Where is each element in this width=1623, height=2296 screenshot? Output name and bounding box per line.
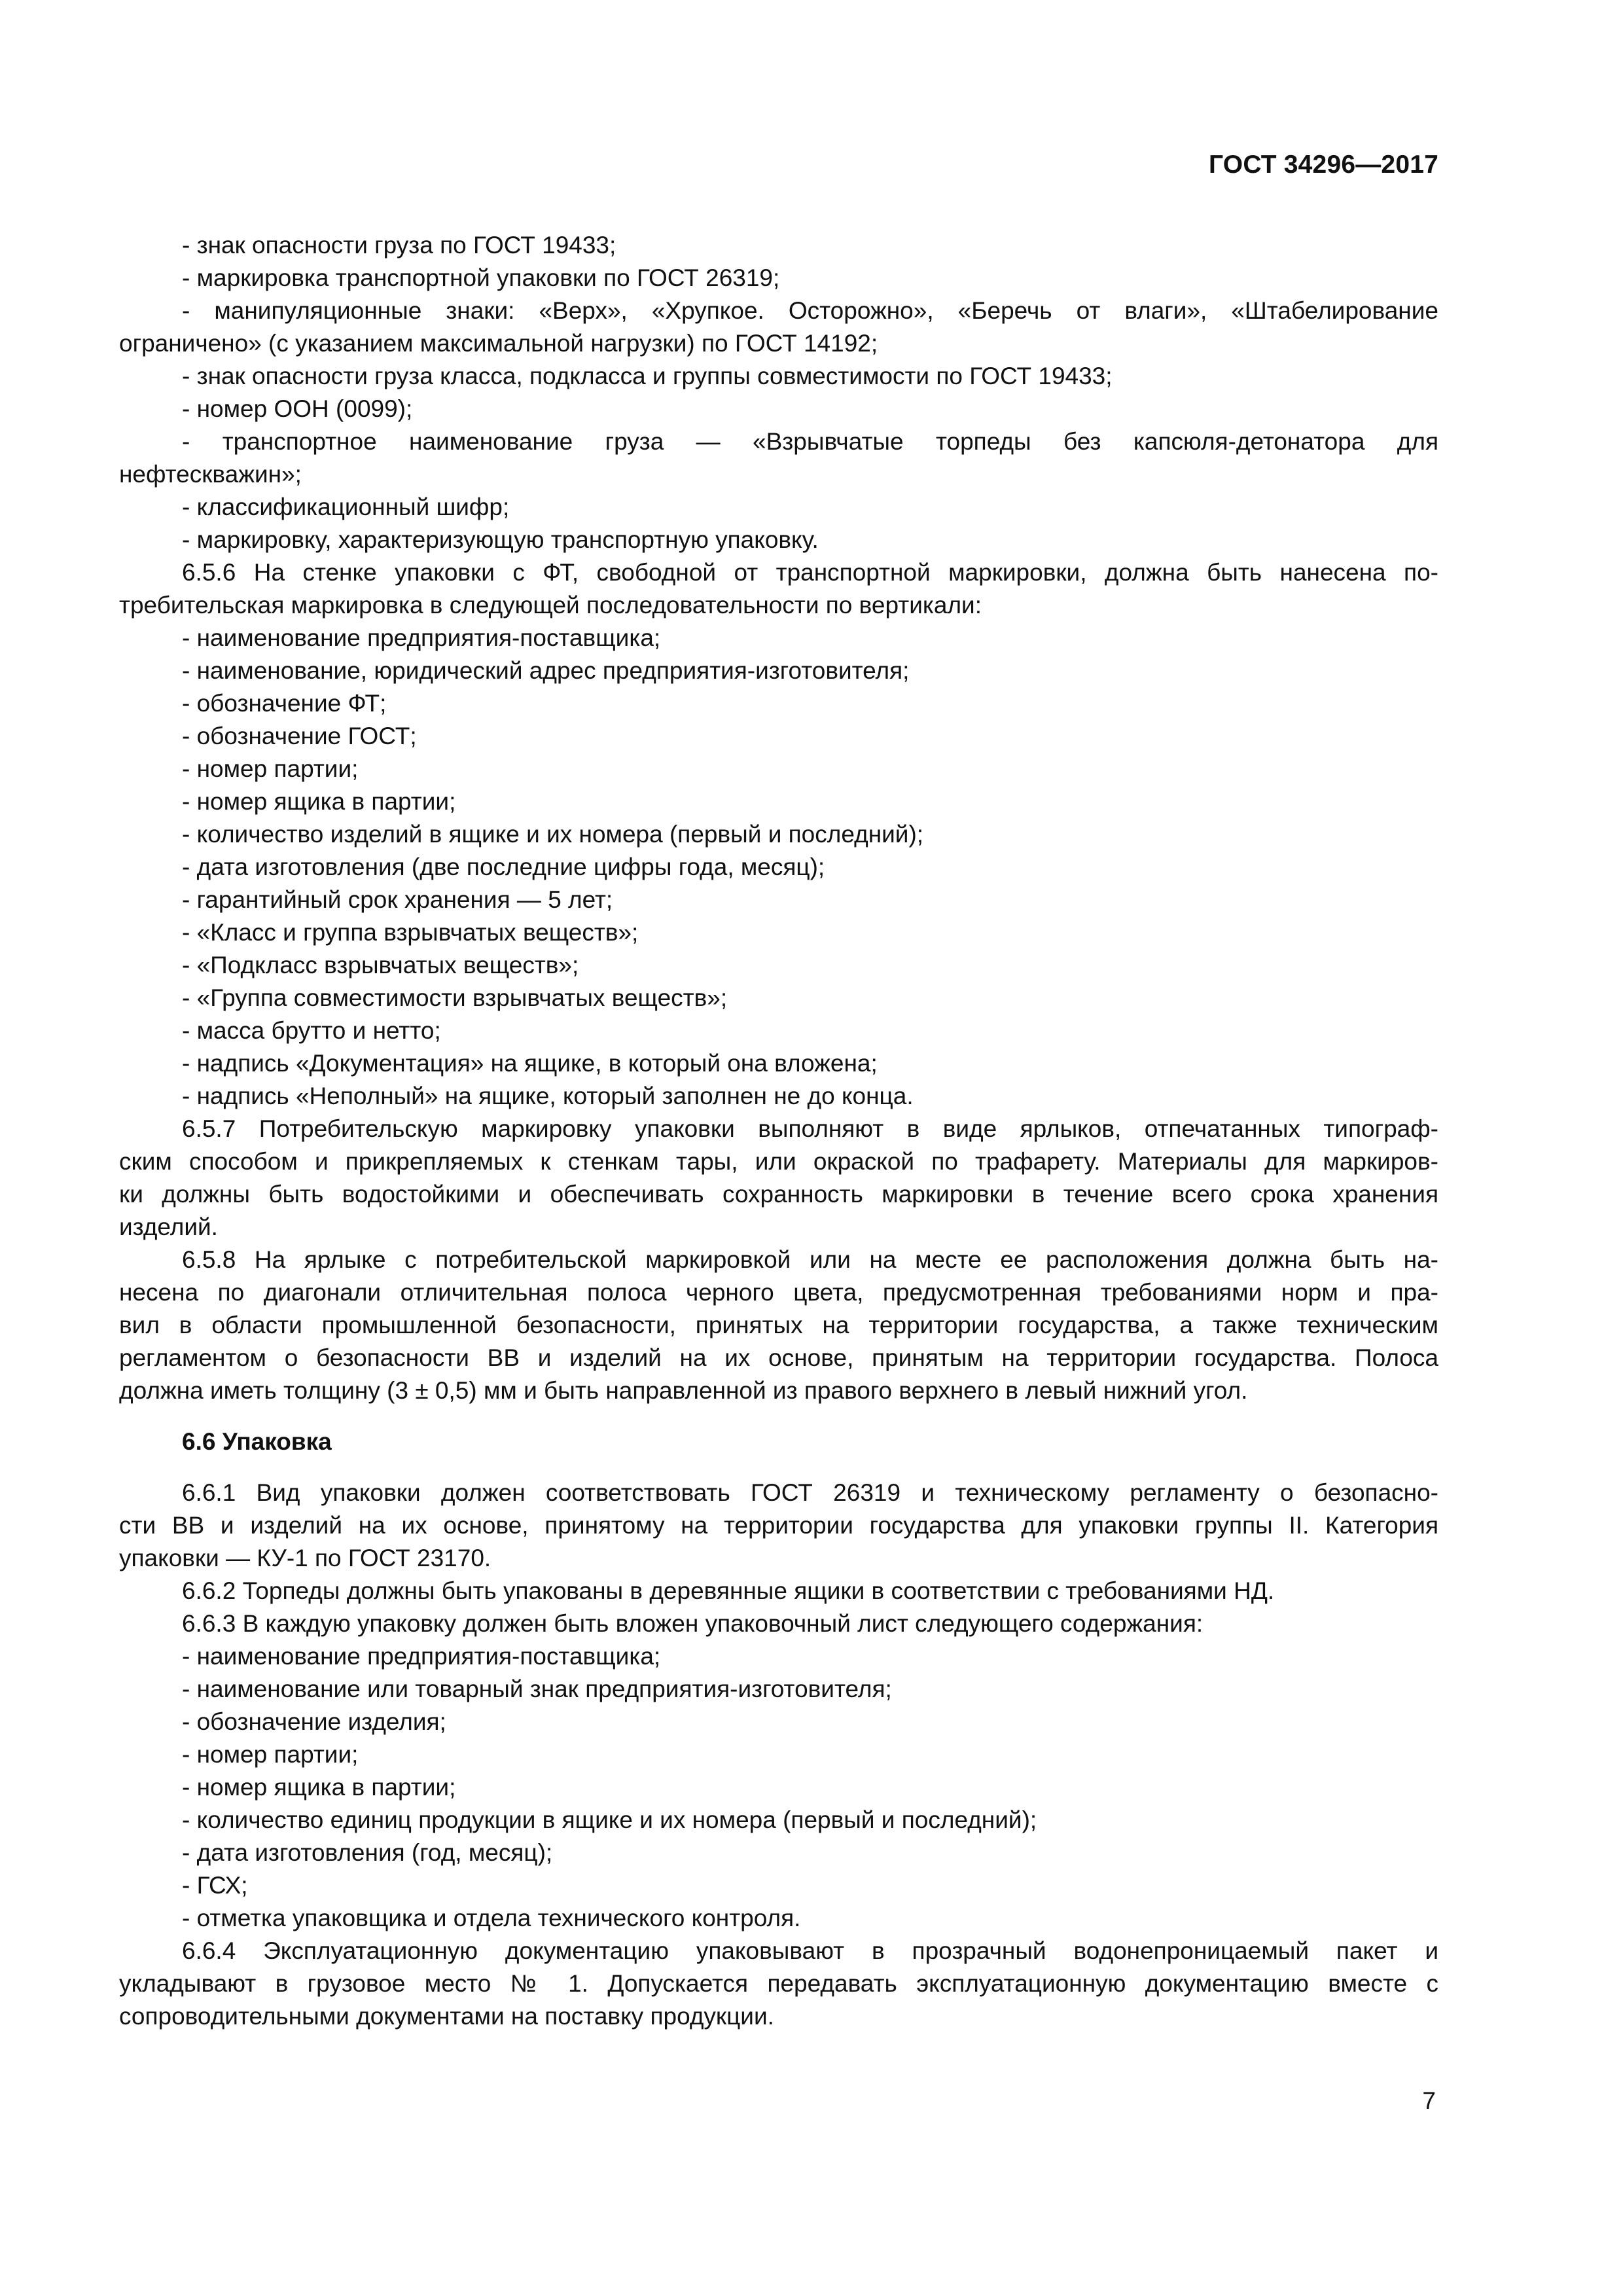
text-line: ки должны быть водостойкими и обеспечивать сохранность маркировки в течение всего срока хранения: [119, 1181, 1438, 1208]
text-line: 6.6.4 Эксплуатационную документацию упаковывают в прозрачный водонепроницаемый пакет и: [182, 1937, 1438, 1964]
text-line: - отметка упаковщика и отдела технического контроля.: [182, 1905, 801, 1931]
text-line: нефтескважин»;: [119, 461, 302, 488]
text-line: 6.6.1 Вид упаковки должен соответствовать ГОСТ 26319 и техническому регламенту о безопасно-: [182, 1479, 1438, 1506]
text-line: упаковки — КУ-1 по ГОСТ 23170.: [119, 1545, 491, 1571]
text-line: - классификационный шифр;: [182, 493, 510, 520]
text-line: - маркировка транспортной упаковки по ГОСТ 26319;: [182, 264, 780, 291]
text-line: 6.5.8 На ярлыке с потребительской маркировкой или на месте ее расположения должна быть на-: [182, 1246, 1438, 1273]
text-line: - номер ящика в партии;: [182, 788, 456, 815]
text-line: - дата изготовления (две последние цифры года, месяц);: [182, 853, 825, 880]
text-line: - номер ООН (0099);: [182, 395, 413, 422]
text-line: - надпись «Неполный» на ящике, который заполнен не до конца.: [182, 1083, 914, 1109]
section-heading: 6.6 Упаковка: [182, 1428, 332, 1455]
text-line: должна иметь толщину (3 ± 0,5) мм и быть направленной из правого верхнего в левый нижний угол.: [119, 1377, 1248, 1404]
text-line: - маркировку, характеризующую транспортную упаковку.: [182, 526, 819, 553]
text-line: - знак опасности груза класса, подкласса и группы совместимости по ГОСТ 19433;: [182, 363, 1113, 389]
document-body: [119, 229, 1438, 2033]
text-line: ограничено» (с указанием максимальной нагрузки) по ГОСТ 14192;: [119, 330, 878, 357]
text-line: - номер партии;: [182, 1741, 359, 1768]
text-line: 6.5.6 На стенке упаковки с ФТ, свободной от транспортной маркировки, должна быть нанесена по-: [182, 559, 1438, 586]
text-line: - обозначение изделия;: [182, 1708, 446, 1735]
text-line: - ГСХ;: [182, 1872, 248, 1899]
text-line: сопроводительными документами на поставку продукции.: [119, 2003, 774, 2030]
text-line: - количество единиц продукции в ящике и их номера (первый и последний);: [182, 1806, 1037, 1833]
text-line: 6.6.3 В каждую упаковку должен быть вложен упаковочный лист следующего содержания:: [182, 1610, 1204, 1637]
text-line: вил в области промышленной безопасности, принятых на территории государства, а также техническим: [119, 1312, 1438, 1338]
text-line: сти ВВ и изделий на их основе, принятому на территории государства для упаковки группы II. Категория: [119, 1512, 1438, 1539]
text-line: - надпись «Документация» на ящике, в который она вложена;: [182, 1050, 878, 1077]
text-line: - наименование предприятия-поставщика;: [182, 1643, 661, 1670]
text-line: - наименование предприятия-поставщика;: [182, 624, 661, 651]
text-line: - манипуляционные знаки: «Верх», «Хрупкое. Осторожно», «Беречь от влаги», «Штабелирование: [182, 297, 1438, 324]
text-line: - номер партии;: [182, 755, 359, 782]
text-line: - транспортное наименование груза — «Взрывчатые торпеды без капсюля-детонатора для: [182, 428, 1438, 455]
text-line: 6.6.2 Торпеды должны быть упакованы в деревянные ящики в соответствии с требованиями НД.: [182, 1577, 1275, 1604]
text-line: - количество изделий в ящике и их номера (первый и последний);: [182, 821, 924, 848]
text-line: требительская маркировка в следующей последовательности по вертикали:: [119, 592, 982, 619]
text-line: - наименование или товарный знак предприятия-изготовителя;: [182, 1676, 892, 1702]
text-line: укладывают в грузовое место № 1. Допускается передавать эксплуатационную документацию вместе с: [119, 1970, 1438, 1997]
document-code-header: ГОСТ 34296—2017: [1209, 151, 1438, 179]
text-line: изделий.: [119, 1213, 218, 1240]
text-line: - масса брутто и нетто;: [182, 1017, 441, 1044]
text-line: 6.5.7 Потребительскую маркировку упаковки выполняют в виде ярлыков, отпечатанных типограф-: [182, 1115, 1438, 1142]
text-line: - знак опасности груза по ГОСТ 19433;: [182, 232, 616, 259]
text-line: - номер ящика в партии;: [182, 1774, 456, 1801]
text-line: - наименование, юридический адрес предприятия-изготовителя;: [182, 657, 910, 684]
text-line: регламентом о безопасности ВВ и изделий на их основе, принятым на территории государства. Полоса: [119, 1344, 1438, 1371]
text-line: - обозначение ФТ;: [182, 690, 387, 717]
page-number: 7: [1422, 2087, 1436, 2114]
text-line: - гарантийный срок хранения — 5 лет;: [182, 886, 613, 913]
text-line: ским способом и прикрепляемых к стенкам тары, или окраской по трафарету. Материалы для маркиров-: [119, 1148, 1438, 1175]
text-line: - дата изготовления (год, месяц);: [182, 1839, 553, 1866]
text-line: - «Группа совместимости взрывчатых веществ»;: [182, 984, 728, 1011]
text-line: несена по диагонали отличительная полоса черного цвета, предусмотренная требованиями норм и пра-: [119, 1279, 1438, 1306]
text-line: - «Подкласс взрывчатых веществ»;: [182, 952, 579, 978]
text-line: - обозначение ГОСТ;: [182, 723, 417, 749]
text-line: - «Класс и группа взрывчатых веществ»;: [182, 919, 639, 946]
